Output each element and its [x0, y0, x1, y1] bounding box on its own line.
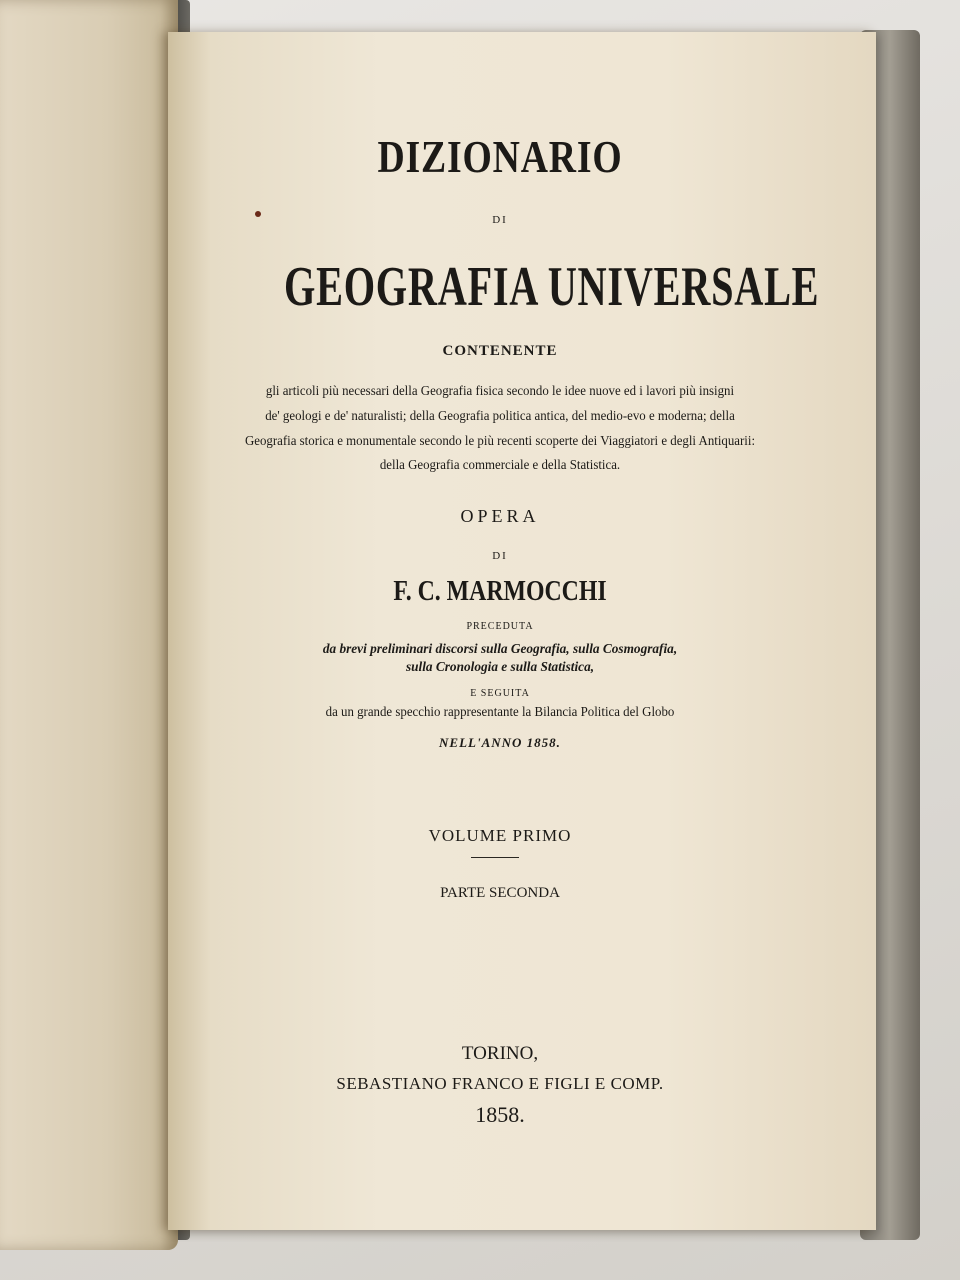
paper-stain-speck: [255, 211, 261, 217]
description-line-3: Geografia storica e monumentale secondo le più recenti scoperte dei Viaggiatori e degli Antiquarii:: [244, 434, 756, 449]
preliminari-line-1: da brevi preliminari discorsi sulla Geografia, sulla Cosmografia,: [322, 642, 678, 657]
publication-place: TORINO,: [461, 1043, 539, 1064]
parte-label: PARTE SECONDA: [440, 885, 560, 901]
opera-label: OPERA: [460, 506, 540, 526]
publisher-name: SEBASTIANO FRANCO E FIGLI E COMP.: [336, 1074, 664, 1093]
contenente-label: CONTENENTE: [442, 343, 558, 359]
description-line-2: de' geologi e de' naturalisti; della Geografia politica antica, del medio-evo e moderna; della: [265, 409, 735, 424]
preceduta-label: PRECEDUTA: [466, 621, 534, 632]
di-connector-1: DI: [492, 214, 508, 226]
title-line-1: DIZIONARIO: [377, 131, 623, 182]
left-page: [0, 0, 178, 1250]
divider-rule: [471, 857, 519, 858]
seguita-label: E SEGUITA: [470, 688, 530, 699]
preliminari-line-2: sulla Cronologia e sulla Statistica,: [405, 660, 595, 675]
anno-line: NELL'ANNO 1858.: [439, 735, 561, 750]
specchio-line: da un grande specchio rappresentante la Bilancia Politica del Globo: [325, 705, 675, 720]
description-line-4: della Geografia commerciale e della Statistica.: [379, 458, 621, 473]
volume-label: VOLUME PRIMO: [428, 826, 572, 845]
title-page-text: [200, 0, 820, 1280]
publication-year: 1858.: [475, 1102, 525, 1127]
description-line-1: gli articoli più necessari della Geografia fisica secondo le idee nuove ed i lavori più insigni: [265, 384, 735, 399]
title-line-2: GEOGRAFIA UNIVERSALE: [284, 256, 820, 318]
di-connector-2: DI: [492, 550, 508, 562]
author-name: F. C. MARMOCCHI: [393, 576, 607, 607]
